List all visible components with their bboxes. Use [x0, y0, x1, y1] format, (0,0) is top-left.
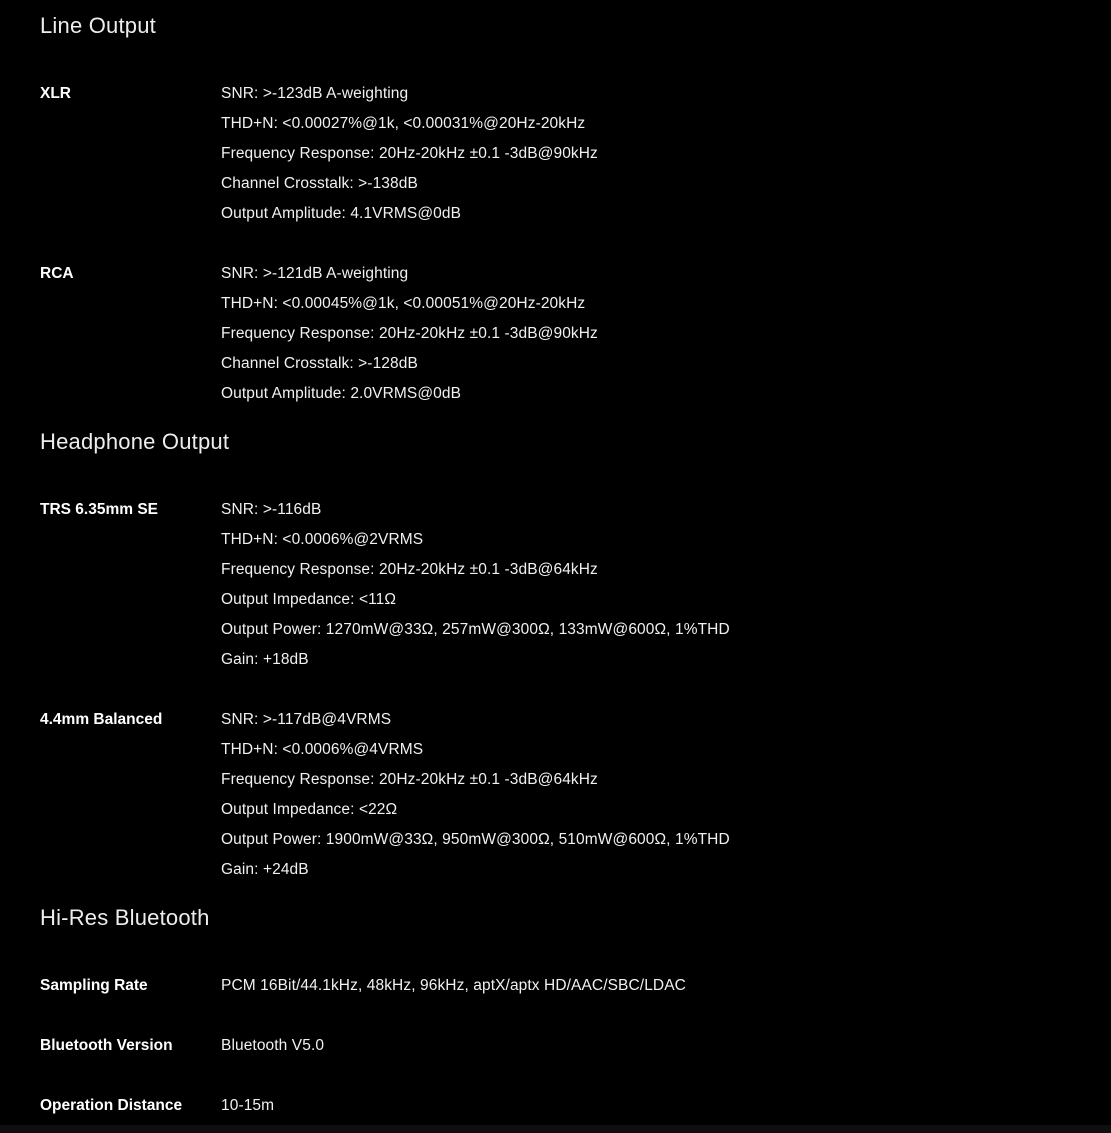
spec-line: Frequency Response: 20Hz-20kHz ±0.1 -3dB@64kHz	[221, 771, 598, 788]
spec-row	[40, 705, 1091, 885]
spec-line: Output Power: 1270mW@33Ω, 257mW@300Ω, 133mW@600Ω, 1%THD	[221, 621, 730, 638]
spec-line: THD+N: <0.0006%@2VRMS	[221, 531, 424, 548]
spec-row	[40, 1031, 1091, 1061]
spec-line: Output Impedance: <22Ω	[221, 801, 398, 818]
spec-lines	[221, 259, 1091, 409]
spec-line: Gain: +18dB	[221, 651, 309, 668]
spec-section	[40, 903, 1091, 1121]
section-rows	[40, 79, 1091, 409]
section-title: Headphone Output	[40, 429, 230, 454]
spec-lines	[221, 1031, 1091, 1061]
spec-lines	[221, 79, 1091, 229]
spec-line: Gain: +24dB	[221, 861, 309, 878]
spec-label: Bluetooth Version	[40, 1037, 173, 1054]
spec-section	[40, 11, 1091, 409]
section-rows	[40, 495, 1091, 885]
spec-lines	[221, 495, 1091, 675]
spec-row	[40, 1091, 1091, 1121]
spec-line: 10-15m	[221, 1097, 275, 1114]
spec-line: Frequency Response: 20Hz-20kHz ±0.1 -3dB@64kHz	[221, 561, 598, 578]
spec-line: SNR: >-117dB@4VRMS	[221, 711, 392, 728]
spec-line: PCM 16Bit/44.1kHz, 48kHz, 96kHz, aptX/aptx HD/AAC/SBC/LDAC	[221, 977, 686, 994]
spec-line: Output Amplitude: 4.1VRMS@0dB	[221, 205, 462, 222]
spec-line: Frequency Response: 20Hz-20kHz ±0.1 -3dB@90kHz	[221, 325, 598, 342]
spec-lines	[221, 971, 1091, 1001]
section-title: Line Output	[40, 13, 156, 38]
spec-line: Output Amplitude: 2.0VRMS@0dB	[221, 385, 462, 402]
bottom-divider	[0, 1125, 1111, 1133]
spec-line: Channel Crosstalk: >-138dB	[221, 175, 418, 192]
spec-line: THD+N: <0.0006%@4VRMS	[221, 741, 424, 758]
spec-lines	[221, 1091, 1091, 1121]
section-title: Hi-Res Bluetooth	[40, 905, 210, 930]
spec-label: RCA	[40, 265, 74, 282]
spec-row	[40, 971, 1091, 1001]
spec-line: THD+N: <0.00045%@1k, <0.00051%@20Hz-20kHz	[221, 295, 586, 312]
spec-row	[40, 495, 1091, 675]
spec-lines	[221, 705, 1091, 885]
spec-label: XLR	[40, 85, 71, 102]
spec-label: Operation Distance	[40, 1097, 183, 1114]
spec-line: SNR: >-121dB A-weighting	[221, 265, 409, 282]
spec-label: Sampling Rate	[40, 977, 148, 994]
spec-line: Output Impedance: <11Ω	[221, 591, 397, 608]
spec-label: TRS 6.35mm SE	[40, 501, 159, 518]
spec-line: Output Power: 1900mW@33Ω, 950mW@300Ω, 510mW@600Ω, 1%THD	[221, 831, 730, 848]
spec-line: Frequency Response: 20Hz-20kHz ±0.1 -3dB@90kHz	[221, 145, 598, 162]
spec-row	[40, 259, 1091, 409]
spec-line: SNR: >-123dB A-weighting	[221, 85, 409, 102]
section-rows	[40, 971, 1091, 1121]
spec-row	[40, 79, 1091, 229]
spec-line: THD+N: <0.00027%@1k, <0.00031%@20Hz-20kHz	[221, 115, 586, 132]
spec-line: SNR: >-116dB	[221, 501, 322, 518]
spec-line: Bluetooth V5.0	[221, 1037, 325, 1054]
spec-label: 4.4mm Balanced	[40, 711, 163, 728]
spec-line: Channel Crosstalk: >-128dB	[221, 355, 418, 372]
spec-section	[40, 427, 1091, 885]
